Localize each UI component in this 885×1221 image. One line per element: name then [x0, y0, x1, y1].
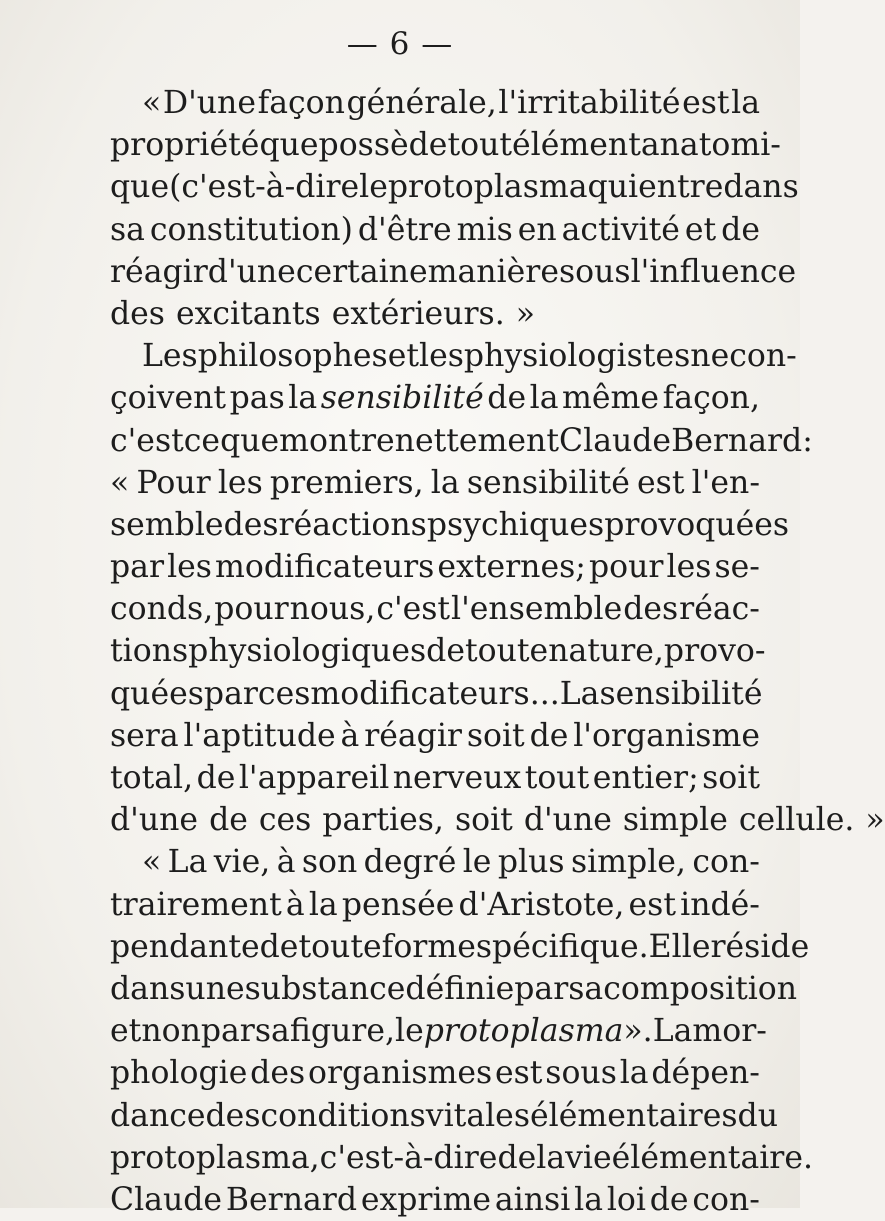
word: D'une	[162, 85, 256, 121]
word: toute	[298, 928, 382, 965]
word: dans	[110, 970, 186, 1007]
word: de	[487, 380, 527, 417]
word: manière	[427, 253, 559, 290]
word: la	[619, 1055, 649, 1092]
word: le	[359, 169, 388, 206]
word: protoplasma,	[110, 1139, 320, 1176]
word: :	[802, 422, 813, 459]
word: est	[637, 464, 685, 501]
word: c'est	[376, 591, 451, 628]
word: externes;	[437, 549, 586, 586]
word: ces	[258, 802, 312, 839]
word: à	[340, 717, 360, 754]
text-line	[110, 377, 760, 419]
word: semble	[110, 506, 224, 543]
word: constitution)	[149, 211, 353, 248]
word: ce	[183, 422, 221, 459]
word: à	[285, 886, 305, 923]
word: conditions	[260, 1097, 426, 1134]
text-line	[110, 209, 760, 251]
word: qui	[587, 169, 639, 206]
word: soit	[466, 717, 525, 754]
word: sensibilité	[599, 675, 763, 712]
text-line	[110, 715, 760, 757]
text-line	[110, 293, 760, 335]
word: exprime	[360, 1181, 492, 1218]
word: toute	[464, 633, 549, 670]
word: la	[308, 886, 338, 923]
word: des	[205, 1097, 261, 1134]
word: extérieurs.	[331, 295, 505, 332]
word: degré	[363, 844, 457, 881]
word: sous	[558, 253, 631, 290]
word: soit	[454, 802, 513, 839]
word: de	[259, 928, 299, 965]
word: physiologiques	[188, 633, 427, 670]
word: le	[462, 844, 492, 881]
word: vie	[565, 1139, 612, 1176]
word: trairement	[110, 886, 282, 923]
word: l'influence	[630, 253, 797, 290]
text-line	[110, 1052, 760, 1094]
word: indé-	[680, 886, 760, 923]
word: çoivent	[110, 380, 227, 417]
word: simple	[622, 802, 728, 839]
word: «	[110, 464, 130, 501]
text-line	[110, 968, 798, 1010]
word: total,	[110, 760, 194, 796]
word: »	[515, 295, 536, 332]
word: par	[203, 675, 258, 712]
word: ne	[690, 338, 730, 375]
word: l'irritabilité	[498, 85, 681, 121]
word: dans	[723, 169, 799, 206]
word: est	[494, 1055, 543, 1092]
word: à	[276, 844, 296, 881]
text-line	[110, 757, 760, 799]
word: loi	[606, 1181, 646, 1218]
word: dépen-	[651, 1055, 760, 1092]
word: une	[185, 970, 245, 1007]
word: Claude	[110, 1181, 223, 1218]
text-line	[110, 546, 760, 588]
text-line	[110, 588, 760, 630]
word: forme	[381, 928, 476, 965]
word: Claude	[559, 422, 672, 459]
word: vie,	[213, 844, 271, 881]
word: d'une	[523, 802, 612, 839]
word: activité	[561, 211, 680, 248]
word: modificateurs	[215, 549, 435, 586]
word: et	[110, 1013, 142, 1050]
word: composition	[603, 970, 798, 1007]
word: figure,	[289, 1013, 396, 1050]
text-line	[110, 673, 763, 715]
word: protoplasma	[387, 169, 588, 206]
word: Bernard	[671, 422, 803, 459]
word: les	[167, 549, 212, 586]
body-text	[110, 82, 885, 1221]
text-line	[110, 251, 797, 293]
word: est	[628, 886, 676, 923]
word: con-	[692, 844, 760, 881]
word: (c'est-à-dire	[169, 169, 360, 206]
word: se-	[714, 549, 760, 586]
text-line	[110, 926, 810, 968]
word: entre	[638, 169, 724, 206]
word: par	[200, 1013, 255, 1050]
word: organismes	[307, 1055, 493, 1092]
word: substance	[244, 970, 406, 1007]
word: c'est	[110, 422, 184, 459]
word: est	[682, 85, 730, 121]
text-line	[110, 1137, 814, 1179]
word: anatomi-	[640, 127, 781, 164]
word: des	[110, 295, 165, 332]
word: «	[142, 85, 162, 121]
word: de	[721, 211, 760, 248]
word: façon,	[662, 380, 760, 417]
word: mis	[456, 211, 513, 248]
word: cellule.	[738, 802, 855, 839]
word: et	[387, 338, 420, 375]
word: philosophes	[197, 338, 388, 375]
word: la	[731, 85, 760, 121]
word: pensée	[341, 886, 455, 923]
italic-word: protoplasma	[423, 1013, 624, 1050]
text-line	[110, 166, 799, 208]
word: réagir	[364, 717, 462, 754]
text-line	[110, 630, 766, 672]
word: sa	[110, 211, 145, 248]
text-line	[110, 335, 797, 377]
word: »	[865, 802, 885, 839]
word: provo-	[663, 633, 766, 670]
word: d'une	[110, 802, 199, 839]
word: c'est-à-dire	[319, 1139, 498, 1176]
word: du	[737, 1097, 778, 1134]
word: certaine	[295, 253, 428, 290]
word: pour	[214, 591, 289, 628]
word: d'une	[207, 253, 296, 290]
word: parties,	[322, 802, 444, 839]
word: Elle	[648, 928, 711, 965]
word: phologie	[110, 1055, 248, 1092]
text-line	[110, 799, 885, 841]
word: la	[574, 1181, 603, 1218]
word: de	[426, 633, 465, 670]
word: que	[110, 169, 170, 206]
word: vitales	[425, 1097, 530, 1134]
word: la	[430, 464, 460, 501]
word: élémentaires	[530, 1097, 738, 1134]
word: Pour	[136, 464, 211, 501]
italic-word: sensibilité	[320, 380, 484, 417]
word: pendante	[110, 928, 260, 965]
word: en	[517, 211, 557, 248]
word: que	[220, 422, 280, 459]
word: de	[196, 760, 236, 796]
word: physiologistes	[463, 338, 691, 375]
word: ».	[623, 1013, 653, 1050]
word: con-	[692, 1181, 760, 1218]
word: les	[666, 549, 712, 586]
word: réagir	[110, 253, 208, 290]
word: d'Aristote,	[458, 886, 625, 923]
word: provoquées	[604, 506, 790, 543]
text-line	[110, 420, 813, 462]
word: par	[110, 549, 165, 586]
word: montre	[279, 422, 395, 459]
word: la	[536, 1139, 566, 1176]
text-line	[110, 82, 760, 124]
word: entier;	[592, 760, 699, 796]
word: tions	[110, 633, 189, 670]
word: sensibilité	[466, 464, 630, 501]
word: soit	[702, 760, 760, 796]
word: les	[217, 464, 263, 501]
page-number: — 6 —	[346, 26, 454, 62]
word: définie	[405, 970, 515, 1007]
word: tout	[447, 127, 513, 164]
word: nettement	[394, 422, 560, 459]
word: son	[301, 844, 358, 881]
text-line	[110, 841, 760, 883]
word: conds,	[110, 591, 214, 628]
word: non	[141, 1013, 201, 1050]
word: sa	[568, 970, 604, 1007]
word: réactions	[278, 506, 427, 543]
word: possède	[318, 127, 448, 164]
word: nerveux	[392, 760, 522, 796]
word: des	[623, 591, 679, 628]
word: spécifique.	[475, 928, 649, 965]
word: ces	[257, 675, 311, 712]
word: mor-	[692, 1013, 767, 1050]
text-line	[110, 124, 781, 166]
word: des	[250, 1055, 306, 1092]
word: ainsi	[494, 1181, 571, 1218]
word: le	[395, 1013, 424, 1050]
word: simple,	[570, 844, 686, 881]
word: nous,	[289, 591, 376, 628]
word: de	[649, 1181, 689, 1218]
word: pas	[229, 380, 285, 417]
word: plus	[497, 844, 565, 881]
word: sera	[110, 717, 179, 754]
word: Les	[142, 338, 198, 375]
word: de	[529, 717, 569, 754]
word: La	[652, 1013, 693, 1050]
word: nature,	[548, 633, 664, 670]
word: l'appareil	[238, 760, 390, 796]
word: et	[684, 211, 717, 248]
word: les	[419, 338, 464, 375]
word: La	[167, 844, 208, 881]
word: par	[514, 970, 569, 1007]
word: générale,	[346, 85, 497, 121]
word: dance	[110, 1097, 206, 1134]
word: des	[223, 506, 279, 543]
text-line	[110, 462, 760, 504]
word: tout	[524, 760, 590, 796]
word: con-	[729, 338, 797, 375]
word: l'ensemble	[451, 591, 623, 628]
text-line	[110, 504, 790, 546]
text-line	[110, 1179, 760, 1221]
word: pour	[588, 549, 664, 586]
word: même	[562, 380, 660, 417]
word: excitants	[176, 295, 321, 332]
word: la	[288, 380, 318, 417]
text-line	[110, 884, 760, 926]
word: que	[259, 127, 319, 164]
word: La	[559, 675, 600, 712]
word: élémentaire.	[611, 1139, 814, 1176]
word: réac-	[679, 591, 760, 628]
word: modificateurs...	[310, 675, 560, 712]
word: premiers,	[269, 464, 424, 501]
word: l'en-	[691, 464, 760, 501]
word: sa	[254, 1013, 290, 1050]
text-line	[110, 1095, 778, 1137]
word: d'être	[357, 211, 452, 248]
word: réside	[710, 928, 810, 965]
word: Bernard	[225, 1181, 358, 1218]
word: de	[209, 802, 248, 839]
word: façon	[257, 85, 345, 121]
word: sous	[545, 1055, 617, 1092]
word: l'organisme	[573, 717, 760, 754]
word: psychiques	[426, 506, 605, 543]
word: «	[142, 844, 162, 881]
word: élément	[512, 127, 641, 164]
word: la	[529, 380, 559, 417]
word: quées	[110, 675, 204, 712]
word: propriété	[110, 127, 260, 164]
word: l'aptitude	[183, 717, 336, 754]
text-line	[110, 1010, 767, 1052]
word: de	[497, 1139, 537, 1176]
